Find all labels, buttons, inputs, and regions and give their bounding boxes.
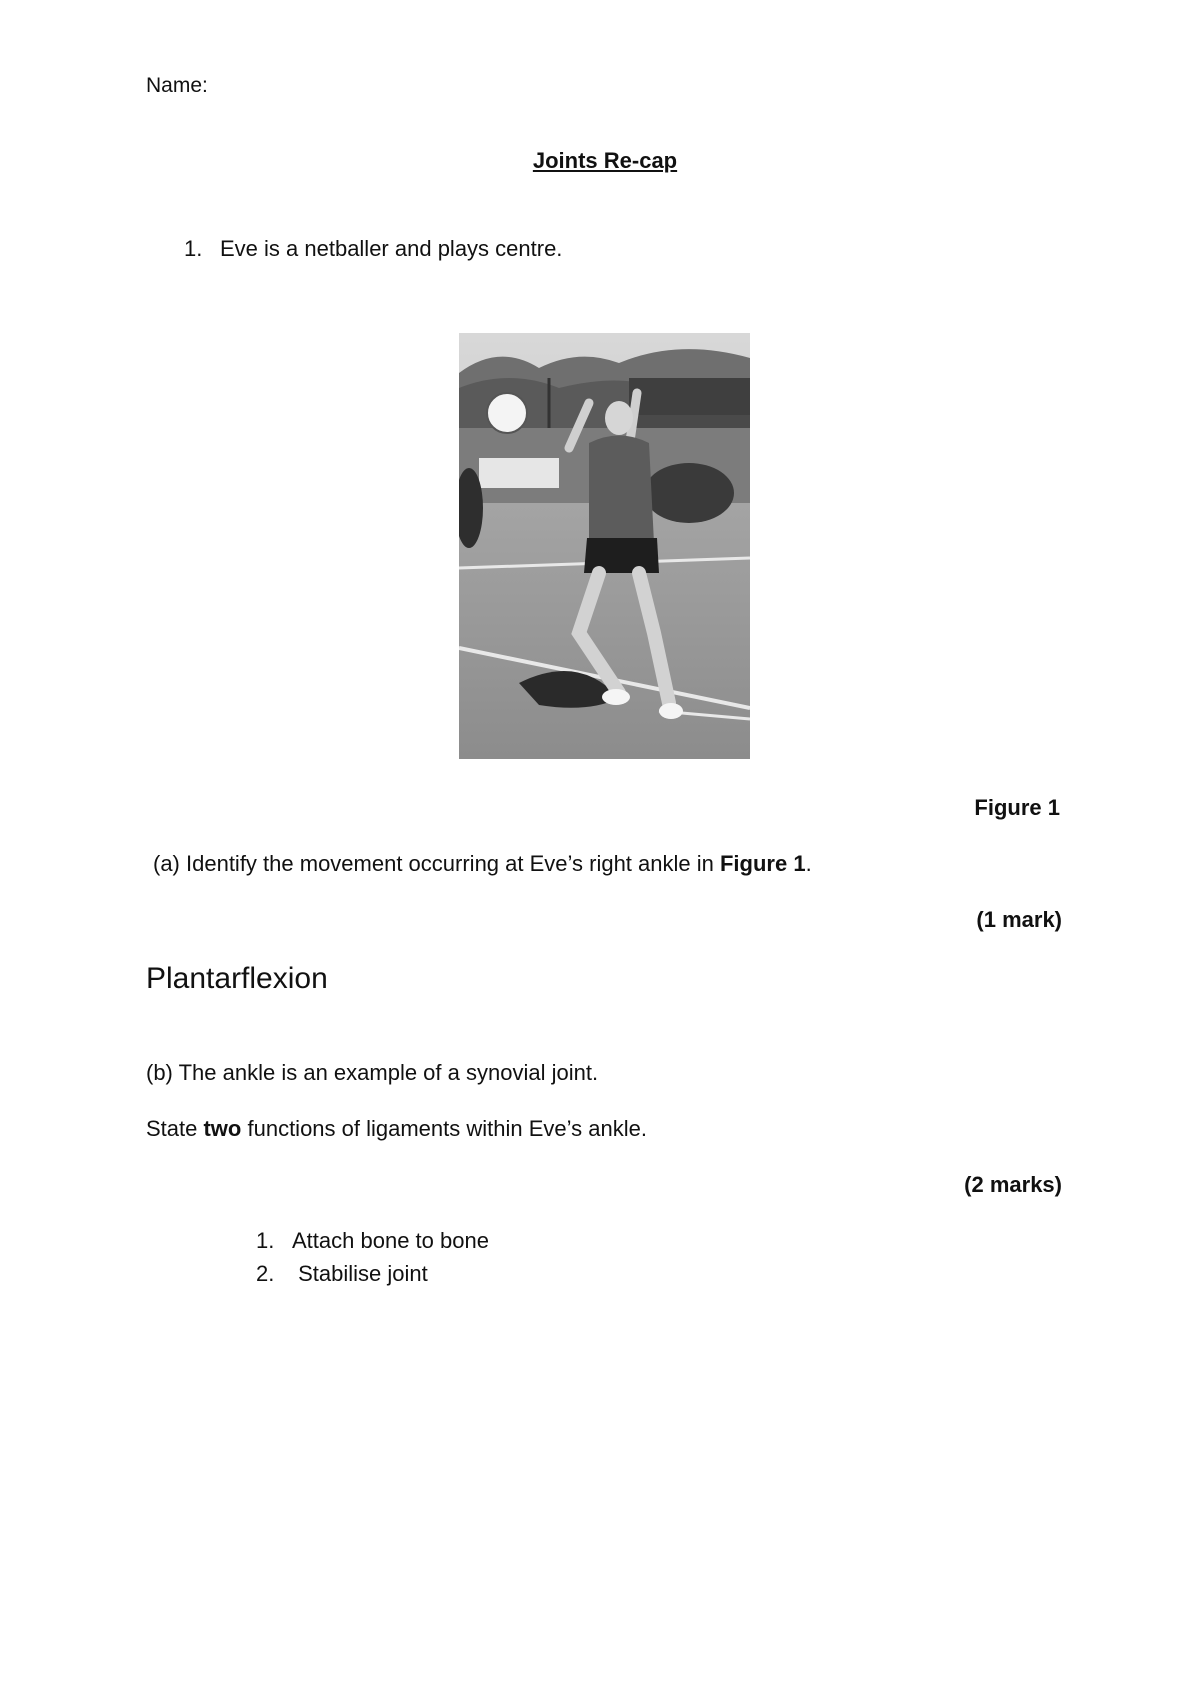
marks-label: (1 mark) (976, 907, 1062, 932)
list-item (256, 1228, 489, 1261)
name-label: Name: (146, 74, 208, 97)
list-item-text: Stabilise joint (292, 1261, 428, 1286)
question-part-a (153, 851, 812, 877)
netball-player-photo (459, 333, 750, 759)
question-text-suffix: . (805, 851, 812, 876)
answer-text: Plantarflexion (146, 962, 328, 995)
answer-list (256, 1228, 489, 1294)
list-item (256, 1261, 489, 1294)
question-number: 1. (184, 236, 203, 261)
list-item-number: 1. (256, 1228, 275, 1253)
figure-reference: Figure 1 (719, 851, 806, 876)
list-item-number: 2. (256, 1261, 275, 1286)
instruction-prefix: State (146, 1116, 204, 1141)
figure-caption: Figure 1 (974, 795, 1060, 820)
page-title: Joints Re-cap (532, 148, 678, 173)
question-text: (a) Identify the movement occurring at Eve’s right ankle in (153, 851, 720, 876)
question-part-b-instruction (146, 1116, 647, 1142)
question-text: Eve is a netballer and plays centre. (220, 236, 563, 261)
question-1 (184, 236, 562, 262)
marks-label: (2 marks) (964, 1172, 1062, 1197)
instruction-suffix: functions of ligaments within Eve’s ankle. (241, 1116, 647, 1141)
list-item-text: Attach bone to bone (292, 1228, 489, 1253)
question-part-b: (b) The ankle is an example of a synovial joint. (146, 1060, 599, 1085)
instruction-emphasis: two (203, 1116, 242, 1141)
